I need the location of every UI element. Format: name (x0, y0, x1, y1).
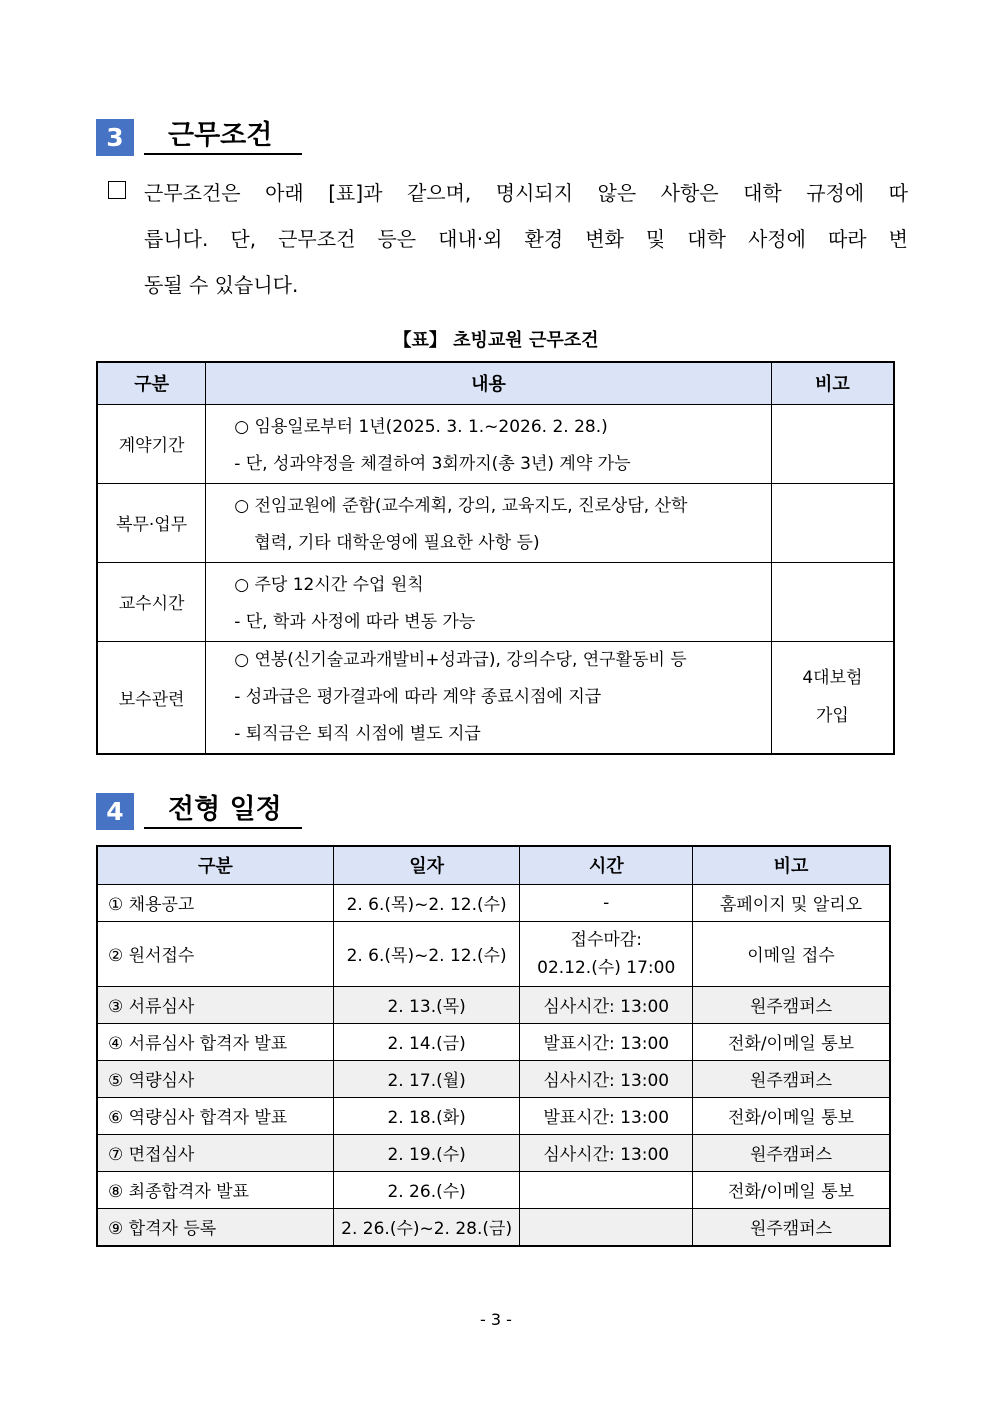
table-row (97, 641, 894, 754)
step-note: 원주캠퍼스 (693, 1060, 890, 1097)
step-note: 홈페이지 및 알리오 (693, 884, 890, 921)
row-category: 계약기간 (97, 404, 206, 483)
content-line: - 퇴직금은 퇴직 시점에 별도 지급 (234, 723, 481, 744)
step-label: ⑧ 최종합격자 발표 (97, 1171, 333, 1208)
step-date: 2. 6.(목)~2. 12.(수) (333, 884, 520, 921)
step-time: 심사시간: 13:00 (520, 1060, 693, 1097)
table-row (97, 404, 894, 483)
row-category: 보수관련 (97, 641, 206, 754)
step-date: 2. 26.(수) (333, 1171, 520, 1208)
row-content (206, 562, 772, 641)
schedule-table (96, 845, 891, 1247)
section-number-badge: 3 (96, 119, 134, 156)
step-label: ② 원서접수 (97, 921, 333, 986)
step-date: 2. 26.(수)~2. 28.(금) (333, 1208, 520, 1246)
table-row (97, 884, 890, 921)
content-line: ○ 전임교원에 준함(교수계획, 강의, 교육지도, 진로상담, 산학 (234, 495, 688, 516)
step-time: 심사시간: 13:00 (520, 1134, 693, 1171)
column-header: 시간 (520, 846, 693, 884)
section-number-badge: 4 (96, 793, 134, 830)
step-label: ① 채용공고 (97, 884, 333, 921)
step-time: 발표시간: 13:00 (520, 1097, 693, 1134)
content-line: - 단, 학과 사정에 따라 변동 가능 (234, 611, 476, 632)
step-time: 발표시간: 13:00 (520, 1023, 693, 1060)
row-note (771, 641, 894, 754)
content-line: - 성과급은 평가결과에 따라 계약 종료시점에 지급 (234, 686, 602, 707)
row-content (206, 641, 772, 754)
row-category: 교수시간 (97, 562, 206, 641)
table-row (97, 986, 890, 1023)
step-note: 전화/이메일 통보 (693, 1171, 890, 1208)
table-row (97, 1097, 890, 1134)
table-row (97, 1134, 890, 1171)
step-date: 2. 14.(금) (333, 1023, 520, 1060)
table-row (97, 562, 894, 641)
step-label: ⑦ 면접심사 (97, 1134, 333, 1171)
section-title: 근무조건 (144, 119, 302, 155)
checkbox-bullet-icon (108, 181, 126, 199)
intro-line: 근무조건은 아래 [표]과 같으며, 명시되지 않은 사항은 대학 규정에 따 (144, 181, 908, 205)
row-note (771, 404, 894, 483)
step-time (520, 1171, 693, 1208)
column-header: 내용 (206, 362, 772, 404)
step-label: ⑥ 역량심사 합격자 발표 (97, 1097, 333, 1134)
row-note (771, 562, 894, 641)
column-header: 비고 (693, 846, 890, 884)
table-row (97, 1023, 890, 1060)
conditions-table (96, 361, 895, 755)
step-label: ⑤ 역량심사 (97, 1060, 333, 1097)
column-header: 비고 (771, 362, 894, 404)
step-time (520, 1208, 693, 1246)
page-number: - 3 - (480, 1310, 512, 1329)
step-note: 원주캠퍼스 (693, 986, 890, 1023)
step-date: 2. 6.(목)~2. 12.(수) (333, 921, 520, 986)
step-note: 원주캠퍼스 (693, 1208, 890, 1246)
step-label: ⑨ 합격자 등록 (97, 1208, 333, 1246)
table-caption: 【표】 초빙교원 근무조건 (393, 330, 599, 351)
step-note: 전화/이메일 통보 (693, 1097, 890, 1134)
column-header: 구분 (97, 362, 206, 404)
intro-paragraph (108, 170, 908, 308)
time-line: 02.12.(수) 17:00 (537, 957, 676, 978)
row-content (206, 404, 772, 483)
step-time (520, 921, 693, 986)
table-header-row (97, 362, 894, 404)
column-header: 일자 (333, 846, 520, 884)
note-line: 가입 (815, 706, 849, 726)
step-time: - (520, 884, 693, 921)
step-note: 전화/이메일 통보 (693, 1023, 890, 1060)
row-note (771, 483, 894, 562)
intro-line: 릅니다. 단, 근무조건 등은 대내·외 환경 변화 및 대학 사정에 따라 변 (144, 227, 908, 251)
table-row (97, 1171, 890, 1208)
table-row (97, 1060, 890, 1097)
content-line: 협력, 기타 대학운영에 필요한 사항 등) (254, 532, 540, 553)
row-category: 복무·업무 (97, 483, 206, 562)
intro-line: 동될 수 있습니다. (144, 273, 299, 297)
time-line: 접수마감: (570, 929, 642, 950)
row-content (206, 483, 772, 562)
content-line: ○ 연봉(신기술교과개발비+성과급), 강의수당, 연구활동비 등 (234, 649, 687, 670)
table-row (97, 1208, 890, 1246)
content-line: ○ 주당 12시간 수업 원칙 (234, 574, 424, 595)
table-row (97, 483, 894, 562)
step-label: ④ 서류심사 합격자 발표 (97, 1023, 333, 1060)
step-date: 2. 17.(월) (333, 1060, 520, 1097)
column-header: 구분 (97, 846, 333, 884)
content-line: - 단, 성과약정을 체결하여 3회까지(총 3년) 계약 가능 (234, 453, 631, 474)
step-label: ③ 서류심사 (97, 986, 333, 1023)
content-line: ○ 임용일로부터 1년(2025. 3. 1.~2026. 2. 28.) (234, 416, 608, 437)
table-row (97, 921, 890, 986)
step-time: 심사시간: 13:00 (520, 986, 693, 1023)
step-note: 이메일 접수 (693, 921, 890, 986)
note-line: 4대보험 (802, 668, 863, 688)
step-note: 원주캠퍼스 (693, 1134, 890, 1171)
step-date: 2. 13.(목) (333, 986, 520, 1023)
section-title: 전형 일정 (144, 793, 302, 829)
table-header-row (97, 846, 890, 884)
step-date: 2. 18.(화) (333, 1097, 520, 1134)
step-date: 2. 19.(수) (333, 1134, 520, 1171)
